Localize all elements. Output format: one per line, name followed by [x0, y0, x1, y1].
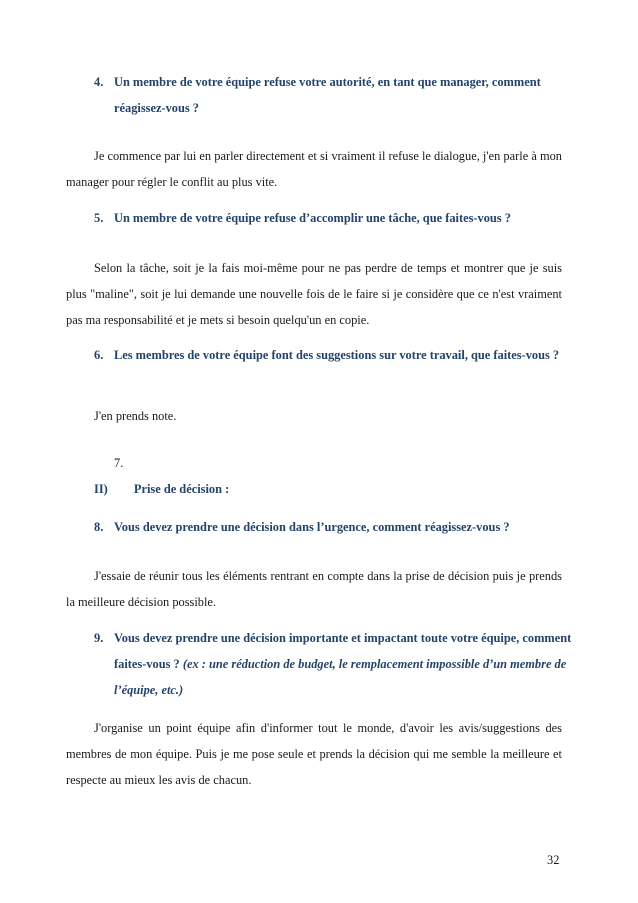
question-main-text: Vous devez prendre une décision importante et impactant toute votre équipe, comment faites-vous ? [114, 631, 572, 671]
question-8 [94, 514, 574, 540]
question-number: 8. [94, 520, 104, 534]
answer-5: Selon la tâche, soit je la fais moi-même pour ne pas perdre de temps et montrer que je suis plus "maline", soit je lui demande une nouvelle fois de le faire si je considère que ce n'est vraiment pas ma responsabilité et je mets si besoin quelqu'un en copie. [66, 261, 562, 327]
question-number: 5. [94, 211, 104, 225]
question-text: Vous devez prendre une décision dans l’urgence, comment réagissez-vous ? [114, 520, 510, 534]
question-text: Un membre de votre équipe refuse votre autorité, en tant que manager, comment réagissez-vous ? [114, 75, 541, 115]
question-text: Un membre de votre équipe refuse d’accomplir une tâche, que faites-vous ? [114, 211, 511, 225]
section-title: Prise de décision : [133, 482, 230, 496]
question-text [94, 625, 574, 703]
page-number: 32 [547, 853, 560, 867]
question-text: Les membres de votre équipe font des suggestions sur votre travail, que faites-vous ? [114, 348, 560, 362]
question-number: 9. [94, 631, 104, 645]
answer-9: J'organise un point équipe afin d'informer tout le monde, d'avoir les avis/suggestions des membres de mon équipe. Puis je me pose seule et prends la décision qui me semble la meilleure et respecte au mieux les avis de chacun. [66, 721, 562, 787]
question-9 [94, 625, 574, 703]
question-number: 6. [94, 348, 104, 362]
question-4 [94, 69, 574, 121]
answer-4: Je commence par lui en parler directement et si vraiment il refuse le dialogue, j'en parle à mon manager pour régler le conflit au plus vite. [66, 149, 562, 189]
question-number: 4. [94, 75, 104, 89]
answer-6: J'en prends note. [94, 409, 177, 423]
answer-8: J'essaie de réunir tous les éléments rentrant en compte dans la prise de décision puis je prends la meilleure décision possible. [66, 569, 562, 609]
question-6 [94, 342, 574, 368]
section-roman: II) [94, 482, 108, 496]
question-example-text: (ex : une réduction de budget, le remplacement impossible d’un membre de l’équipe, etc.) [114, 657, 567, 697]
section-heading [94, 476, 229, 502]
list-item-7: 7. [114, 456, 124, 470]
question-5 [94, 205, 574, 231]
